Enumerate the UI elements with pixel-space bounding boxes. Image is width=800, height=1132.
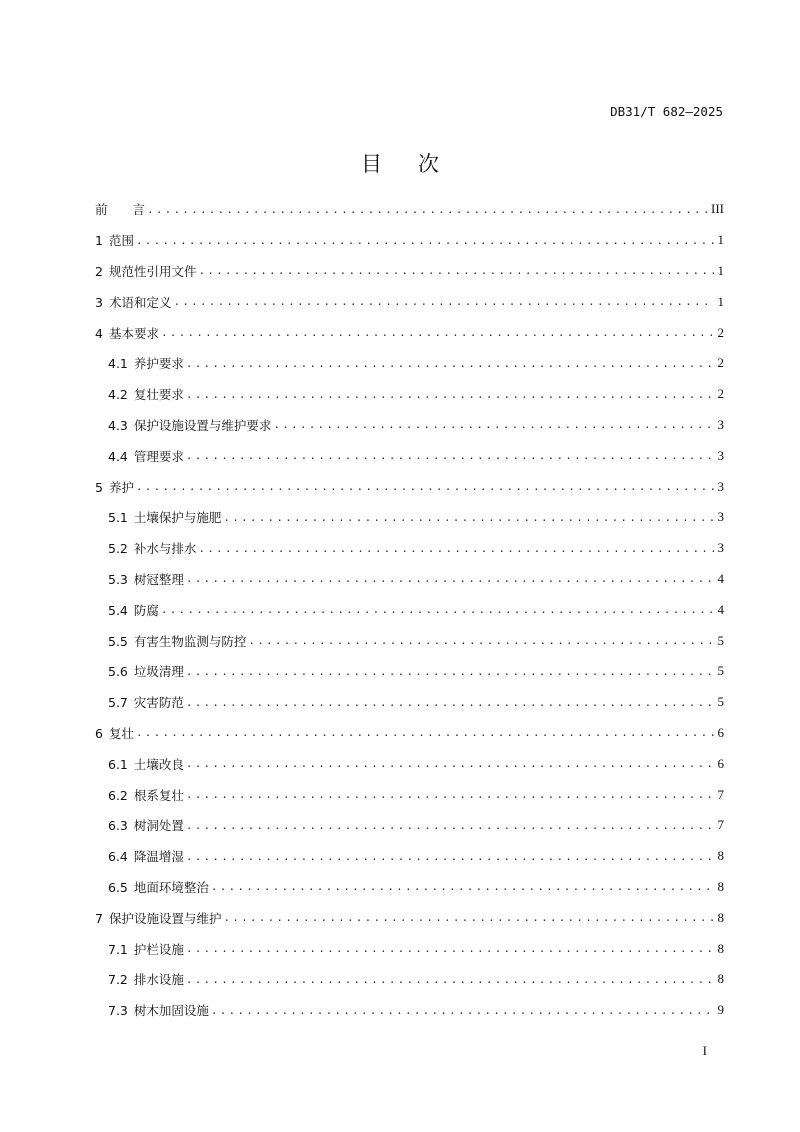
toc-entry-number: 5.2	[108, 541, 128, 557]
toc-entry-title	[108, 662, 186, 680]
toc-entry[interactable]	[95, 872, 724, 903]
toc-entry[interactable]	[95, 687, 724, 718]
toc-entry-page: 9	[717, 1002, 724, 1018]
toc-entry-number: 4.1	[108, 356, 128, 372]
toc-entry-label: 基本要求	[108, 325, 159, 341]
toc-entry-title	[108, 601, 161, 619]
toc-entry[interactable]	[95, 256, 724, 287]
toc-entry-number: 4.4	[108, 448, 128, 464]
dot-leader	[186, 572, 714, 585]
dot-leader	[186, 819, 714, 832]
toc-entry-title	[95, 909, 223, 927]
toc-entry-page: 1	[717, 232, 724, 248]
toc-entry-label: 地面环境整治	[133, 879, 209, 895]
table-of-contents	[95, 194, 724, 1026]
toc-entry-title	[108, 693, 186, 711]
toc-entry-label: 范围	[108, 233, 134, 249]
toc-entry-page: 4	[717, 601, 724, 617]
toc-entry[interactable]	[95, 225, 724, 256]
toc-entry-number: 5.3	[108, 571, 128, 587]
toc-entry-title	[108, 970, 186, 988]
toc-entry[interactable]	[95, 379, 724, 410]
toc-entry-label: 防腐	[133, 602, 159, 618]
toc-entry-number: 7.3	[108, 1003, 128, 1019]
dot-leader	[161, 326, 714, 339]
toc-entry-label: 复壮	[108, 725, 134, 741]
toc-entry-page: 1	[717, 293, 724, 309]
toc-entry-label: 养护	[108, 479, 134, 495]
dot-leader	[186, 357, 714, 370]
toc-entry-page: 3	[717, 478, 724, 494]
toc-entry-label: 复壮要求	[133, 387, 184, 403]
toc-entry-title	[95, 324, 161, 342]
toc-entry-label: 前 言	[95, 202, 146, 218]
dot-leader	[136, 726, 714, 739]
toc-entry-number: 5.1	[108, 510, 128, 526]
dot-leader	[186, 757, 714, 770]
dot-leader	[198, 542, 713, 555]
dot-leader	[186, 449, 714, 462]
page-title	[0, 148, 800, 178]
toc-entry-page: 3	[717, 540, 724, 556]
toc-entry-page: 2	[717, 324, 724, 340]
toc-entry[interactable]	[95, 964, 724, 995]
dot-leader	[147, 203, 707, 216]
toc-entry[interactable]	[95, 748, 724, 779]
dot-leader	[248, 634, 713, 647]
toc-entry-number: 7.2	[108, 972, 128, 988]
toc-entry[interactable]	[95, 194, 724, 225]
toc-entry-title	[95, 724, 136, 742]
toc-entry-page: 8	[717, 940, 724, 956]
toc-entry-label: 保护设施设置与维护要求	[133, 417, 272, 433]
toc-entry-title	[108, 1001, 211, 1019]
dot-leader	[161, 603, 714, 616]
dot-leader	[223, 511, 713, 524]
toc-entry-label: 规范性引用文件	[108, 263, 197, 279]
toc-entry[interactable]	[95, 933, 724, 964]
toc-entry[interactable]	[95, 656, 724, 687]
toc-entry-number: 4	[95, 325, 103, 341]
toc-entry[interactable]	[95, 841, 724, 872]
toc-entry-page: 5	[717, 663, 724, 679]
toc-entry[interactable]	[95, 410, 724, 441]
toc-entry-page: 7	[717, 817, 724, 833]
page-number: I	[702, 1043, 707, 1058]
dot-leader	[186, 665, 714, 678]
toc-entry-title	[95, 262, 198, 280]
toc-entry[interactable]	[95, 564, 724, 595]
toc-entry-page: 8	[717, 909, 724, 925]
toc-entry-page: 8	[717, 878, 724, 894]
toc-entry-title	[108, 416, 273, 434]
toc-entry-title	[108, 847, 186, 865]
toc-entry-title	[95, 200, 147, 218]
dot-leader	[186, 973, 714, 986]
toc-entry-number: 4.2	[108, 387, 128, 403]
toc-entry-title	[95, 478, 136, 496]
toc-entry-number: 6.1	[108, 756, 128, 772]
toc-entry[interactable]	[95, 810, 724, 841]
toc-entry-label: 土壤改良	[133, 756, 184, 772]
toc-entry-number: 3	[95, 294, 103, 310]
toc-entry-title	[108, 539, 198, 557]
toc-entry-page: III	[711, 201, 724, 217]
title-char: 目	[361, 152, 382, 176]
toc-entry-page: 5	[717, 694, 724, 710]
toc-entry[interactable]	[95, 440, 724, 471]
toc-entry-number: 4.3	[108, 417, 128, 433]
toc-entry-label: 根系复壮	[133, 787, 184, 803]
toc-entry-title	[108, 632, 248, 650]
toc-entry-label: 护栏设施	[133, 941, 184, 957]
dot-leader	[186, 696, 714, 709]
toc-entry[interactable]	[95, 902, 724, 933]
toc-entry-title	[108, 385, 186, 403]
toc-entry-number: 1	[95, 233, 103, 249]
toc-entry-label: 管理要求	[133, 448, 184, 464]
toc-entry[interactable]	[95, 718, 724, 749]
toc-entry[interactable]	[95, 317, 724, 348]
toc-entry-label: 土壤保护与施肥	[133, 510, 222, 526]
toc-entry-title	[108, 508, 223, 526]
document-code: DB31/T 682—2025	[610, 104, 723, 119]
dot-leader	[186, 388, 714, 401]
toc-entry-label: 树冠整理	[133, 571, 184, 587]
toc-entry-label: 术语和定义	[108, 294, 172, 310]
toc-entry-number: 5.7	[108, 695, 128, 711]
toc-entry[interactable]	[95, 594, 724, 625]
toc-entry-number: 6.5	[108, 879, 128, 895]
dot-leader	[273, 418, 713, 431]
toc-entry[interactable]	[95, 625, 724, 656]
toc-entry-number: 5	[95, 479, 103, 495]
toc-entry-page: 8	[717, 971, 724, 987]
dot-leader	[186, 942, 714, 955]
toc-entry-number: 6.4	[108, 849, 128, 865]
toc-entry-number: 5.5	[108, 633, 128, 649]
dot-leader	[136, 480, 714, 493]
toc-entry-page: 2	[717, 386, 724, 402]
toc-entry[interactable]	[95, 471, 724, 502]
toc-entry-label: 灾害防范	[133, 695, 184, 711]
toc-entry-number: 6	[95, 725, 103, 741]
dot-leader	[198, 264, 713, 277]
toc-entry-title	[108, 570, 186, 588]
toc-entry-title	[108, 940, 186, 958]
toc-entry[interactable]	[95, 779, 724, 810]
dot-leader	[211, 880, 714, 893]
toc-entry-page: 6	[717, 724, 724, 740]
toc-entry-title	[95, 293, 173, 311]
toc-entry-page: 5	[717, 632, 724, 648]
dot-leader	[186, 850, 714, 863]
toc-entry[interactable]	[95, 995, 724, 1026]
dot-leader	[136, 234, 714, 247]
toc-entry-number: 7	[95, 910, 103, 926]
toc-entry-page: 3	[717, 447, 724, 463]
toc-entry-page: 7	[717, 786, 724, 802]
toc-entry-title	[108, 755, 186, 773]
toc-entry-page: 6	[717, 755, 724, 771]
toc-entry[interactable]	[95, 348, 724, 379]
toc-entry-page: 4	[717, 570, 724, 586]
toc-entry-number: 6.2	[108, 787, 128, 803]
dot-leader	[173, 295, 713, 308]
toc-entry[interactable]	[95, 286, 724, 317]
toc-entry-label: 树洞处置	[133, 818, 184, 834]
toc-entry-page: 3	[717, 416, 724, 432]
toc-entry-label: 养护要求	[133, 356, 184, 372]
title-char: 次	[418, 152, 439, 176]
toc-entry-title	[108, 354, 186, 372]
toc-entry-number: 7.1	[108, 941, 128, 957]
toc-entry-title	[108, 786, 186, 804]
toc-entry-title	[108, 816, 186, 834]
toc-entry-number: 2	[95, 263, 103, 279]
toc-entry-page: 2	[717, 355, 724, 371]
dot-leader	[186, 788, 714, 801]
toc-entry-label: 降温增湿	[133, 849, 184, 865]
toc-entry-label: 排水设施	[133, 972, 184, 988]
toc-entry[interactable]	[95, 502, 724, 533]
toc-entry-title	[108, 878, 211, 896]
toc-entry-label: 垃圾清理	[133, 664, 184, 680]
toc-entry-number: 6.3	[108, 818, 128, 834]
toc-entry-page: 3	[717, 509, 724, 525]
toc-entry-label: 保护设施设置与维护	[108, 910, 222, 926]
toc-entry-number: 5.4	[108, 602, 128, 618]
dot-leader	[223, 911, 713, 924]
dot-leader	[211, 1004, 714, 1017]
toc-entry-title	[108, 447, 186, 465]
toc-entry-label: 补水与排水	[133, 541, 197, 557]
toc-entry-number: 5.6	[108, 664, 128, 680]
toc-entry-title	[95, 231, 136, 249]
toc-entry-label: 有害生物监测与防控	[133, 633, 247, 649]
toc-entry-label: 树木加固设施	[133, 1003, 209, 1019]
toc-entry-page: 1	[717, 262, 724, 278]
toc-entry[interactable]	[95, 533, 724, 564]
toc-entry-page: 8	[717, 848, 724, 864]
